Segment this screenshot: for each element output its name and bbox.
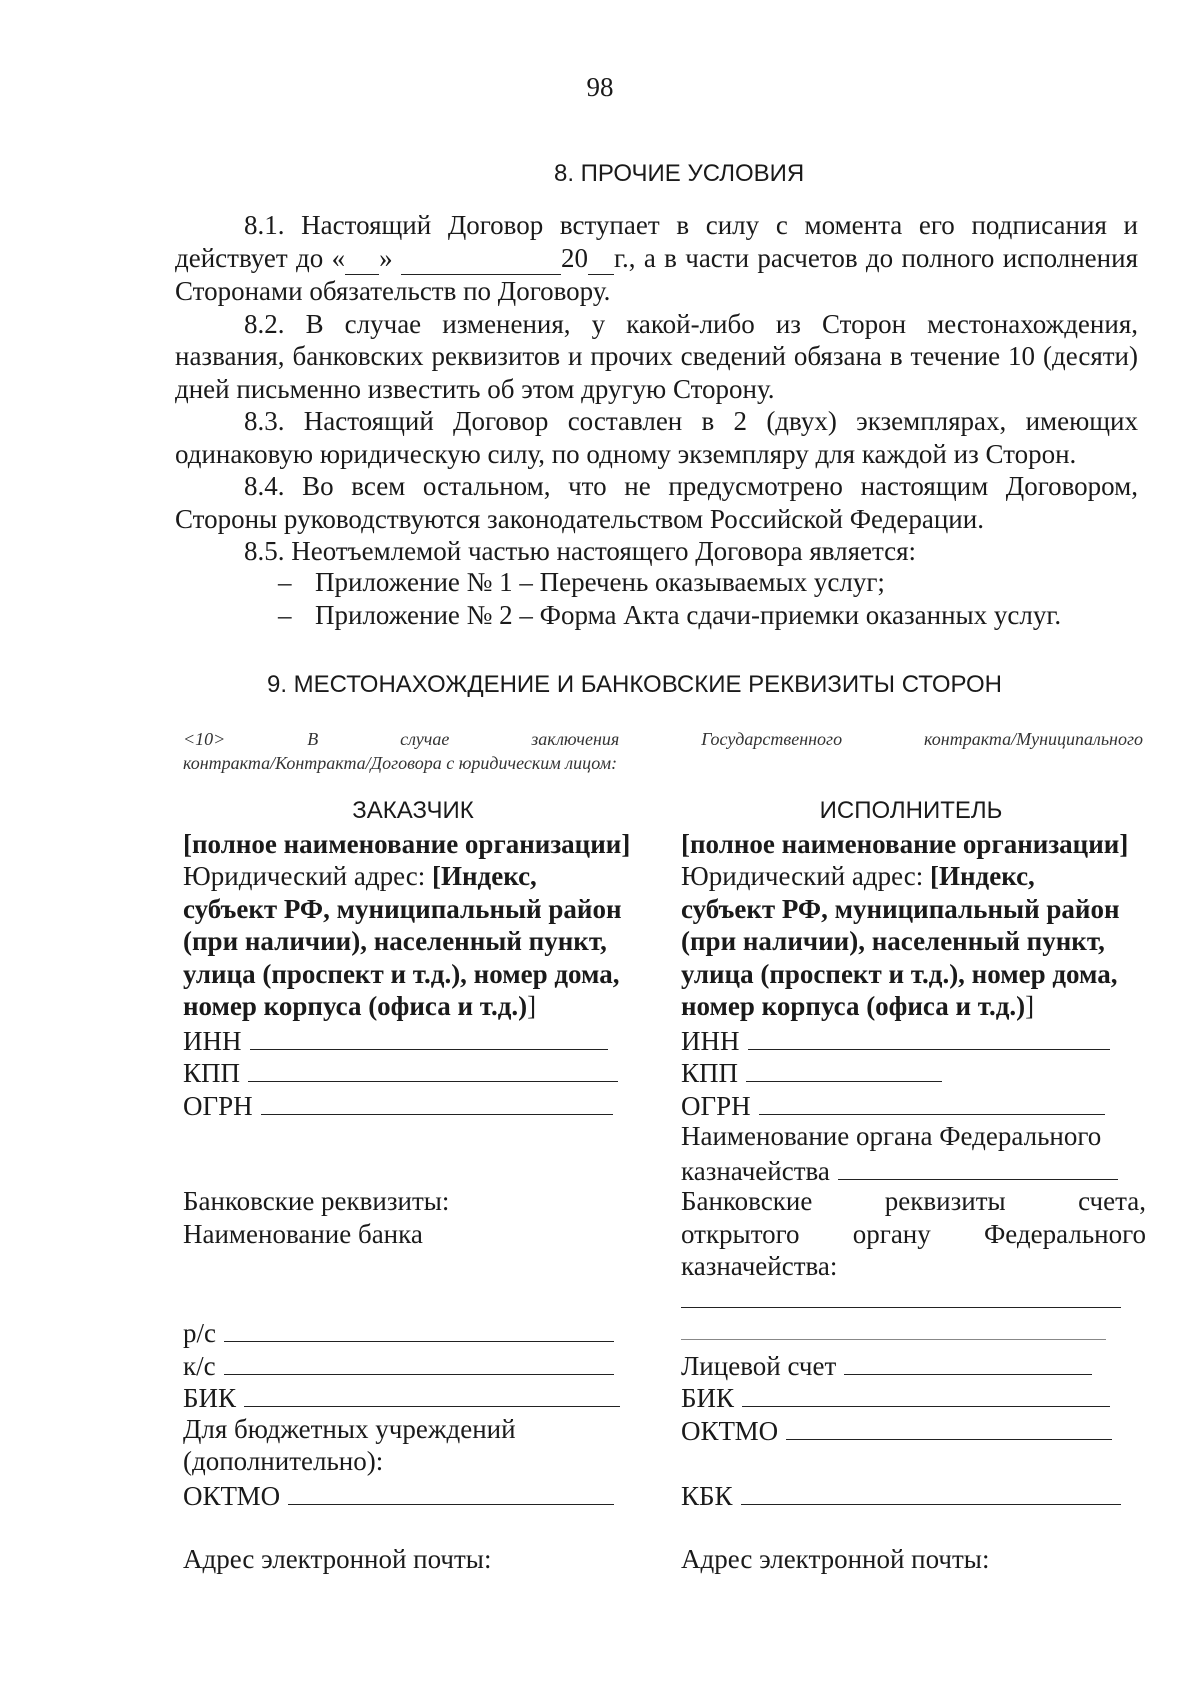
bullet-1-text: Приложение № 1 – Перечень оказываемых услуг; [315, 567, 885, 597]
customer-budget-line-1: Для бюджетных учреждений [183, 1413, 516, 1444]
contractor-header: ИСПОЛНИТЕЛЬ [819, 797, 1003, 824]
customer-ks-row: к/с [183, 1348, 658, 1381]
clause-8-2: 8.2. В случае изменения, у какой-либо из Сторон местонахождения, названия, банковских реквизитов и прочих сведений обязана в течение 10 (десяти) дней письменно известить об этом другую Сторону. [175, 308, 1138, 404]
day-blank[interactable] [345, 242, 379, 276]
contractor-account-row: Лицевой счет [681, 1348, 1146, 1381]
section-9-title: 9. МЕСТОНАХОЖДЕНИЕ И БАНКОВСКИЕ РЕКВИЗИТЫ СТОРОН [267, 671, 1002, 698]
customer-address-label: Юридический адрес: [183, 861, 432, 891]
page-number: 98 [586, 72, 614, 102]
section-8-text [175, 209, 1138, 568]
contractor-kpp-row: КПП [681, 1055, 1146, 1088]
clause-8-5: 8.5. Неотъемлемой частью настоящего Договора является: [244, 536, 917, 566]
contractor-treasury-row: казначейства [681, 1153, 1146, 1186]
contractor-bank-line-1: Банковские реквизиты счета, [681, 1186, 1146, 1216]
customer-ogrn-field[interactable] [261, 1088, 613, 1115]
contractor-bik-field[interactable] [742, 1380, 1110, 1407]
customer-kpp-field[interactable] [248, 1055, 618, 1082]
contractor-bank-blank-2[interactable] [681, 1315, 1146, 1348]
contractor-kbk-field[interactable] [741, 1478, 1121, 1505]
bullet-2-text: Приложение № 2 – Форма Акта сдачи-приемки оказанных услуг. [315, 600, 1062, 630]
clause-8-1: 8.1. Настоящий Договор вступает в силу с момента его подписания и действует до « » 20 г., а в части расчетов до полного исполнения Сторонами обязательств по Договору. [175, 210, 1138, 306]
customer-rs-field[interactable] [224, 1315, 614, 1342]
customer-rs-row: р/с [183, 1315, 658, 1348]
contractor-kbk-row: КБК [681, 1478, 1146, 1511]
contractor-column: ИСПОЛНИТЕЛЬ [полное наименование организации] Юридический адрес: [Индекс, субъект РФ, муниципальный район (при наличии), населенный пункт, улица (проспект и т.д.), номер дома, номер корпуса (офиса и т.д.)] ИНН КПП ОГРН Наименование органа Федерального казначейства Банковские реквизиты счета, открытого органу Федерального казначейства: Лицевой счет БИК ОКТМО КБК Адрес электронной почты: [681, 797, 1146, 1574]
customer-ogrn-row: ОГРН [183, 1088, 658, 1121]
contractor-treasury-field[interactable] [838, 1153, 1118, 1180]
customer-inn-row: ИНН [183, 1023, 658, 1056]
clause-8-4: 8.4. Во всем остальном, что не предусмотрено настоящим Договором, Стороны руководствуются законодательством Российской Федерации. [175, 471, 1138, 534]
clause-8-3: 8.3. Настоящий Договор составлен в 2 (двух) экземплярах, имеющих одинаковую юридическую силу, по одному экземпляру для каждой из Сторон. [175, 406, 1138, 469]
contractor-name: [полное наименование организации] [681, 828, 1129, 859]
contractor-bank-line-3: казначейства: [681, 1251, 838, 1281]
contractor-bank-blank-1[interactable] [681, 1283, 1146, 1316]
customer-kpp-row: КПП [183, 1055, 658, 1088]
contractor-oktmo-row: ОКТМО [681, 1413, 1146, 1446]
contractor-ogrn-field[interactable] [759, 1088, 1105, 1115]
contractor-kpp-field[interactable] [746, 1055, 942, 1082]
footnote-line-2: контракта/Контракта/Договора с юридическим лицом: [183, 753, 618, 773]
customer-inn-field[interactable] [250, 1023, 608, 1050]
customer-column: ЗАКАЗЧИК [полное наименование организации] Юридический адрес: [Индекс, субъект РФ, муниципальный район (при наличии), населенный пункт, улица (проспект и т.д.), номер дома, номер корпуса (офиса и т.д.)] ИНН КПП ОГРН Банковские реквизиты: Наименование банка р/с к/с БИК Для бюджетных учреждений (дополнительно): ОКТМО Адрес электронной почты: [183, 795, 658, 1575]
contractor-bik-row: БИК [681, 1380, 1146, 1413]
customer-header: ЗАКАЗЧИК [352, 797, 474, 824]
contractor-bank-line-2: открытого органу Федерального [681, 1218, 1146, 1249]
contractor-treasury-line-1: Наименование органа Федерального [681, 1121, 1102, 1151]
contractor-email: Адрес электронной почты: [681, 1543, 990, 1574]
customer-bank-details: Банковские реквизиты: [183, 1186, 450, 1216]
customer-email: Адрес электронной почты: [183, 1543, 492, 1574]
customer-name: [полное наименование организации] [183, 828, 631, 859]
month-blank[interactable] [401, 242, 561, 276]
contractor-ogrn-row: ОГРН [681, 1088, 1146, 1121]
customer-bank-name: Наименование банка [183, 1218, 423, 1249]
customer-budget-line-2: (дополнительно): [183, 1446, 384, 1476]
customer-bik-field[interactable] [244, 1380, 620, 1407]
customer-oktmo-row: ОКТМО [183, 1478, 658, 1511]
contractor-address-label: Юридический адрес: [681, 861, 930, 891]
bullet-1: – [278, 567, 292, 597]
year-blank[interactable] [588, 242, 614, 276]
customer-oktmo-field[interactable] [288, 1478, 614, 1505]
customer-ks-field[interactable] [224, 1348, 614, 1375]
contractor-oktmo-field[interactable] [786, 1413, 1112, 1440]
contractor-account-field[interactable] [844, 1348, 1092, 1375]
bullet-2: – [278, 600, 292, 630]
contractor-inn-row: ИНН [681, 1023, 1146, 1056]
contractor-inn-field[interactable] [748, 1023, 1110, 1050]
customer-bik-row: БИК [183, 1380, 658, 1413]
footnote-line-1: <10> В случае заключения Государственного контракта/Муниципального [183, 729, 1143, 749]
section-8-title: 8. ПРОЧИЕ УСЛОВИЯ [554, 160, 805, 187]
